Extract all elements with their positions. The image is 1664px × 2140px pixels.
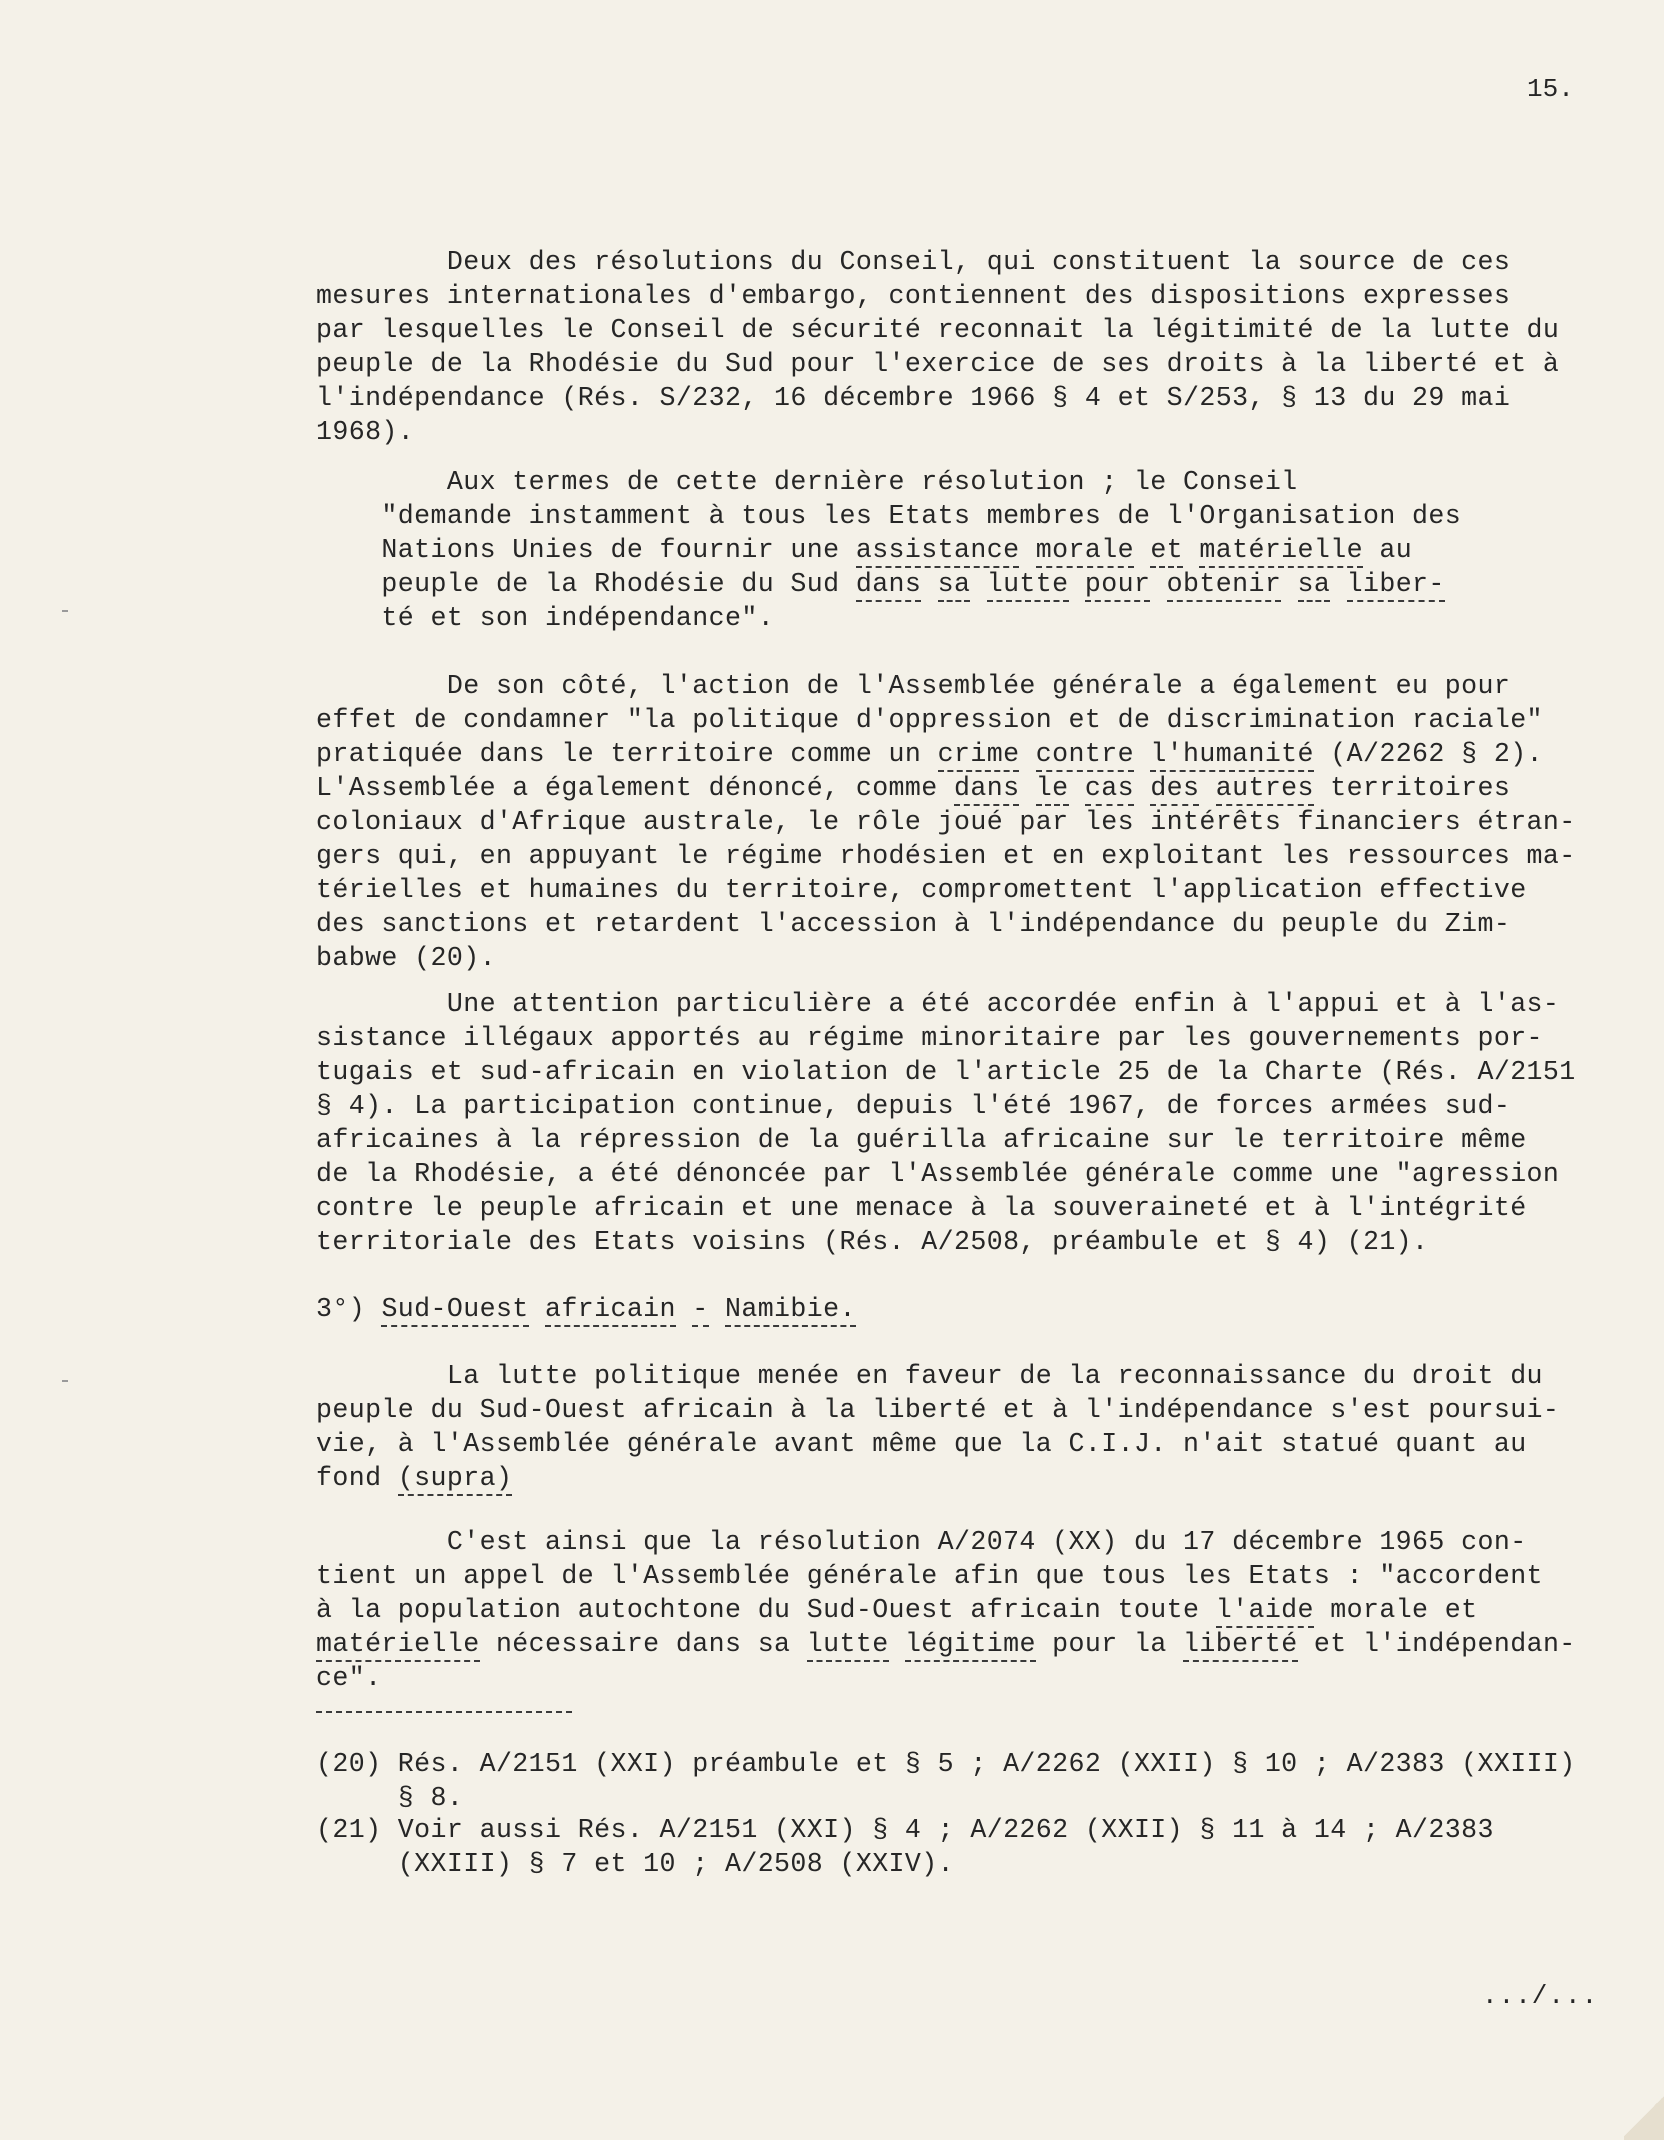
text-line: vie, à l'Assemblée générale avant même que la C.I.J. n'ait statué quant au — [316, 1429, 1527, 1459]
text-line: Deux des résolutions du Conseil, qui constituent la source de ces — [316, 247, 1511, 277]
text-line: effet de condamner "la politique d'oppression et de discrimination raciale" — [316, 705, 1543, 735]
scan-mark — [62, 610, 68, 612]
text-line: des sanctions et retardent l'accession à l'indépendance du peuple du Zim- — [316, 909, 1511, 939]
text-line: territoriale des Etats voisins (Rés. A/2508, préambule et § 4) (21). — [316, 1227, 1429, 1257]
text-line: ce". — [316, 1663, 382, 1693]
text-line: "demande instamment à tous les Etats membres de l'Organisation des — [316, 501, 1462, 531]
text-line: babwe (20). — [316, 943, 496, 973]
text-line: Nations Unies de fournir une assistance morale et matérielle au — [316, 533, 1412, 567]
text-line: matérielle nécessaire dans sa lutte légitime pour la liberté et l'indépendan- — [316, 1627, 1576, 1661]
page-corner-fold — [1624, 2070, 1664, 2140]
text-line: Aux termes de cette dernière résolution ; le Conseil — [316, 467, 1298, 497]
footnote-separator — [316, 1711, 572, 1713]
text-line: tugais et sud-africain en violation de l'article 25 de la Charte (Rés. A/2151 — [316, 1057, 1576, 1087]
text-line: 1968). — [316, 417, 415, 447]
text-line: gers qui, en appuyant le régime rhodésien et en exploitant les ressources ma- — [316, 841, 1576, 871]
text-line: peuple de la Rhodésie du Sud pour l'exercice de ses droits à la liberté et à — [316, 349, 1560, 379]
text-line: l'indépendance (Rés. S/232, 16 décembre 1966 § 4 et S/253, § 13 du 29 mai — [316, 383, 1511, 413]
text-line: té et son indépendance". — [316, 603, 775, 633]
page-number: 15. — [1527, 74, 1574, 104]
text-line: § 4). La participation continue, depuis l'été 1967, de forces armées sud- — [316, 1091, 1511, 1121]
text-line: Une attention particulière a été accordée enfin à l'appui et à l'as- — [316, 989, 1560, 1019]
text-line: coloniaux d'Afrique australe, le rôle joué par les intérêts financiers étran- — [316, 807, 1576, 837]
text-line: africaines à la répression de la guérilla africaine sur le territoire même — [316, 1125, 1527, 1155]
continuation-mark: .../... — [1482, 1981, 1599, 2011]
footnote-line: (21) Voir aussi Rés. A/2151 (XXI) § 4 ; A/2262 (XXII) § 11 à 14 ; A/2383 — [316, 1815, 1494, 1845]
text-line: La lutte politique menée en faveur de la reconnaissance du droit du — [316, 1361, 1543, 1391]
text-line: par lesquelles le Conseil de sécurité reconnait la légitimité de la lutte du — [316, 315, 1560, 345]
text-line: tient un appel de l'Assemblée générale afin que tous les Etats : "accordent — [316, 1561, 1543, 1591]
text-line: L'Assemblée a également dénoncé, comme dans le cas des autres territoires — [316, 771, 1510, 805]
text-line: fond (supra) — [316, 1461, 512, 1495]
footnote-line: (20) Rés. A/2151 (XXI) préambule et § 5 ; A/2262 (XXII) § 10 ; A/2383 (XXIII) — [316, 1749, 1576, 1779]
text-line: mesures internationales d'embargo, contiennent des dispositions expresses — [316, 281, 1511, 311]
footnote-line: § 8. — [316, 1783, 464, 1813]
text-line: térielles et humaines du territoire, compromettent l'application effective — [316, 875, 1527, 905]
text-line: sistance illégaux apportés au régime minoritaire par les gouvernements por- — [316, 1023, 1543, 1053]
text-line: pratiquée dans le territoire comme un crime contre l'humanité (A/2262 § 2). — [316, 737, 1543, 771]
text-line: à la population autochtone du Sud-Ouest africain toute l'aide morale et — [316, 1593, 1478, 1627]
footnote-line: (XXIII) § 7 et 10 ; A/2508 (XXIV). — [316, 1849, 954, 1879]
text-line: C'est ainsi que la résolution A/2074 (XX) du 17 décembre 1965 con- — [316, 1527, 1527, 1557]
text-line: de la Rhodésie, a été dénoncée par l'Assemblée générale comme une "agression — [316, 1159, 1560, 1189]
text-line: peuple de la Rhodésie du Sud dans sa lutte pour obtenir sa liber- — [316, 567, 1445, 601]
text-line: peuple du Sud-Ouest africain à la liberté et à l'indépendance s'est poursui- — [316, 1395, 1560, 1425]
text-line: 3°) Sud-Ouest africain - Namibie. — [316, 1292, 856, 1326]
text-line: De son côté, l'action de l'Assemblée générale a également eu pour — [316, 671, 1511, 701]
text-line: contre le peuple africain et une menace à la souveraineté et à l'intégrité — [316, 1193, 1527, 1223]
scan-mark — [62, 1380, 68, 1382]
